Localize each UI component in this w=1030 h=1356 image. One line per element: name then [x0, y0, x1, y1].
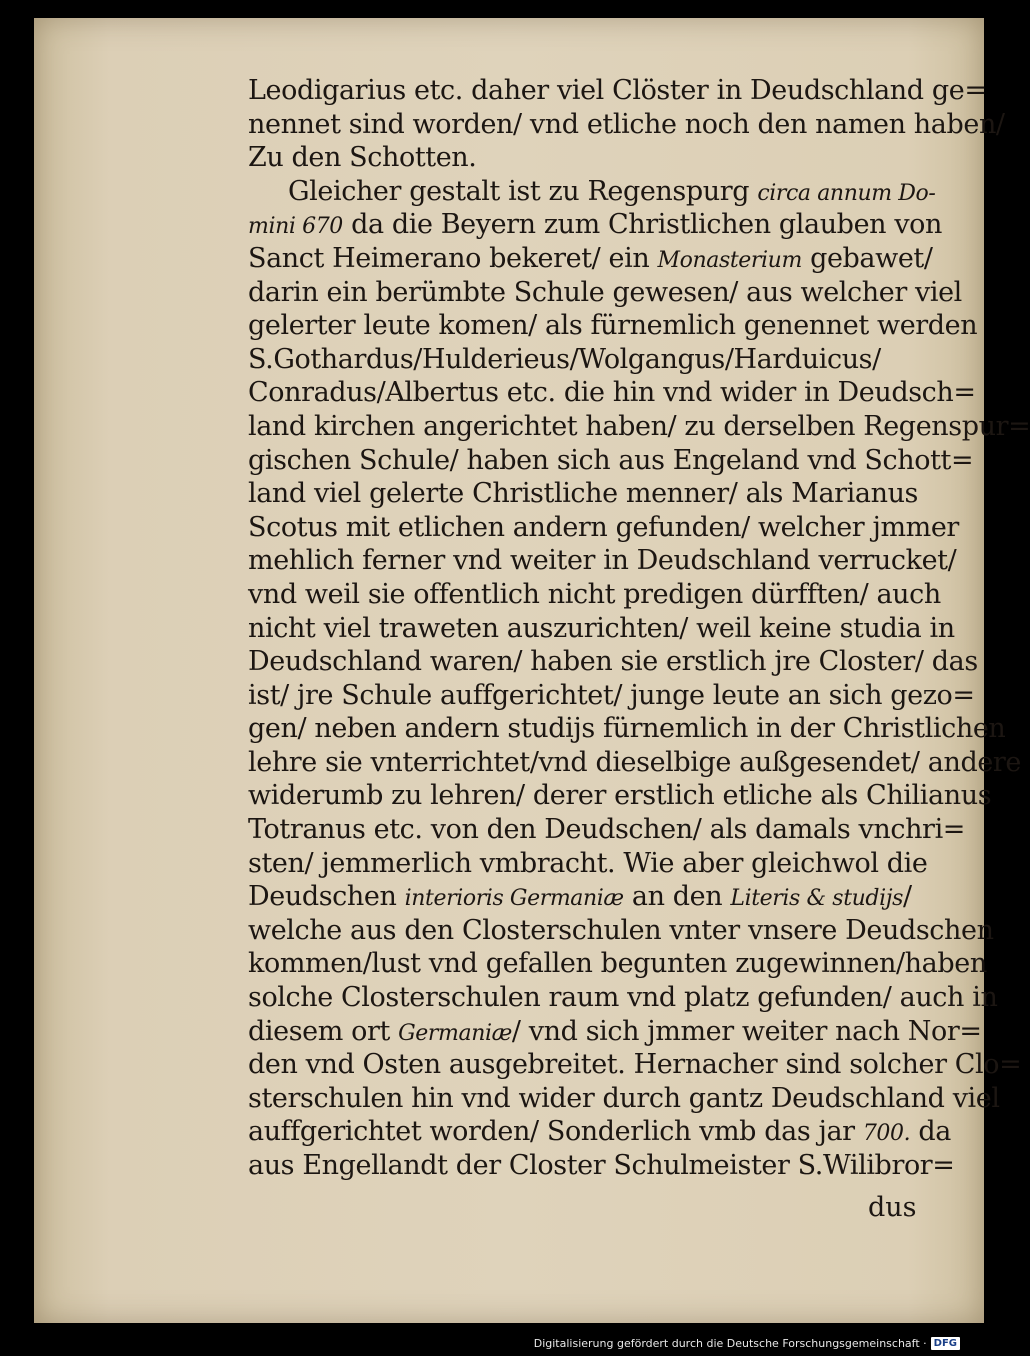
text-line: [248, 1115, 951, 1149]
text-line: nennet sind worden/ vnd etliche noch den namen haben/: [248, 108, 1005, 140]
text-line: gen/ neben andern studijs fürnemlich in der Christlichen: [248, 713, 1006, 745]
text-span: auffgerichtet worden/ Sonderlich vmb das jar: [248, 1116, 863, 1148]
text-line: aus Engellandt der Closter Schulmeister S.Wilibror=: [248, 1150, 955, 1181]
catchword: dus: [868, 1192, 917, 1223]
text-line: mehlich ferner vnd weiter in Deudschland verrucket/: [248, 545, 957, 577]
text-line: gelerter leute komen/ als fürnemlich genennet werden: [248, 310, 978, 342]
text-span: da die Beyern zum Christlichen glauben von: [342, 209, 943, 241]
page-text-block: [248, 74, 1030, 1183]
text-line: Conradus/Albertus etc. die hin vnd wider in Deudsch=: [248, 377, 976, 409]
digitization-credit: [534, 1337, 960, 1350]
text-line: ist/ jre Schule auffgerichtet/ junge leute an sich gezo=: [248, 679, 975, 711]
text-span: / vnd sich jmmer weiter nach Nor=: [511, 1015, 982, 1047]
text-line: land viel gelerte Christliche menner/ als Marianus: [248, 478, 919, 510]
text-span: da: [910, 1116, 951, 1148]
text-line: Totranus etc. von den Deudschen/ als damals vnchri=: [248, 814, 966, 846]
text-span: an den: [623, 881, 731, 913]
text-line: welche aus den Closterschulen vnter vnsere Deudschen: [248, 914, 994, 946]
text-line: darin ein berümbte Schule gewesen/ aus welcher viel: [248, 276, 962, 308]
text-line: solche Closterschulen raum vnd platz gefunden/ auch in: [248, 982, 998, 1014]
text-line: S.Gothardus/Hulderieus/Wolgangus/Harduicus/: [248, 343, 881, 375]
text-span: /: [903, 881, 912, 913]
text-line: vnd weil sie offentlich nicht predigen dürfften/ auch: [248, 578, 941, 610]
text-line: widerumb zu lehren/ derer erstlich etliche als Chilianus: [248, 780, 992, 812]
text-span: gebawet/: [801, 242, 933, 274]
text-line: [248, 242, 933, 276]
latin-phrase: interioris Germaniæ: [404, 886, 624, 912]
latin-phrase: mini 670: [248, 214, 343, 240]
text-line: nicht viel traweten auszurichten/ weil keine studia in: [248, 612, 955, 644]
text-span: diesem ort: [248, 1015, 399, 1047]
text-line: [248, 880, 928, 914]
text-line: sten/ jemmerlich vmbracht. Wie aber gleichwol die: [248, 847, 928, 879]
text-line: kommen/lust vnd gefallen begunten zugewinnen/haben: [248, 948, 987, 980]
text-line: Deudschland waren/ haben sie erstlich jre Closter/ das: [248, 646, 978, 678]
dfg-logo: DFG: [931, 1337, 960, 1350]
latin-phrase: Germaniæ: [398, 1020, 512, 1046]
text-line: Scotus mit etlichen andern gefunden/ welcher jmmer: [248, 511, 959, 543]
credit-text: Digitalisierung gefördert durch die Deutsche Forschungsgemeinschaft ·: [533, 1337, 927, 1350]
text-span: Gleicher gestalt ist zu Regenspurg: [288, 175, 758, 207]
text-line: [248, 208, 943, 242]
text-span: Deudschen: [248, 881, 405, 913]
text-line: [248, 1015, 982, 1049]
text-span: Sanct Heimerano bekeret/ ein: [248, 242, 658, 274]
latin-phrase: 700.: [862, 1121, 911, 1147]
text-line: lehre sie vnterrichtet/vnd dieselbige außgesendet/ andere: [248, 746, 1022, 778]
text-line: [248, 175, 936, 209]
latin-phrase: circa annum Do-: [757, 180, 936, 206]
latin-phrase: Monasterium: [657, 247, 802, 273]
latin-phrase: Literis & studijs: [730, 886, 904, 912]
text-line: land kirchen angerichtet haben/ zu derselben Regenspur=: [248, 410, 1030, 442]
text-line: gischen Schule/ haben sich aus Engeland vnd Schott=: [248, 444, 974, 476]
text-line: sterschulen hin vnd wider durch gantz Deudschland viel: [248, 1082, 1000, 1114]
text-line: Zu den Schotten.: [248, 142, 477, 174]
text-line: den vnd Osten ausgebreitet. Hernacher sind solcher Clo=: [248, 1049, 1022, 1081]
text-line: Leodigarius etc. daher viel Clöster in Deudschland ge=: [248, 75, 987, 106]
